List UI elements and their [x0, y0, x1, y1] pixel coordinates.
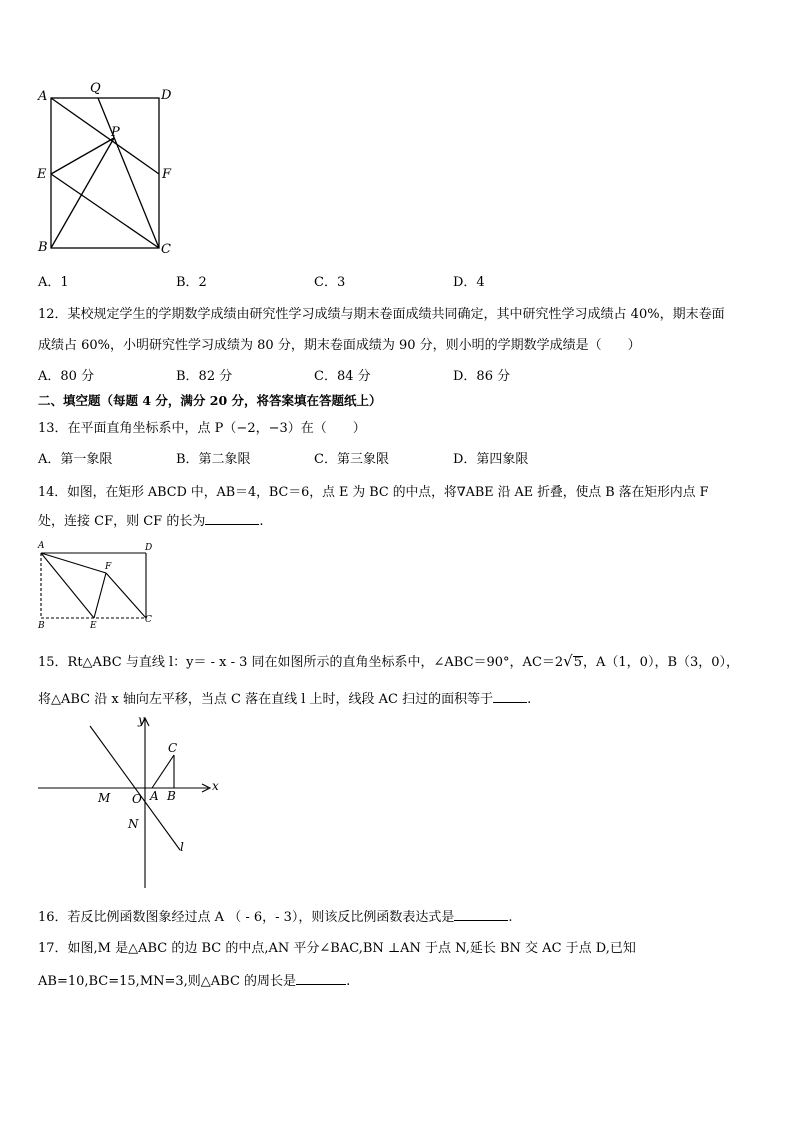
label-y: y: [138, 713, 145, 727]
label-b: B: [38, 240, 48, 255]
label-m: M: [98, 791, 111, 805]
label-a: A: [38, 541, 45, 551]
q15-line1: 15．Rt△ABC 与直线 l：y＝ - x - 3 同在如图所示的直角坐标系中，∠ABC＝90°，AC＝2√5，A（1，0），B（3，0），: [38, 652, 740, 670]
q12-option-b: B．82 分: [176, 369, 233, 384]
label-a: A: [150, 789, 159, 803]
label-q: Q: [90, 81, 101, 96]
answer-blank: [205, 512, 259, 525]
q15-line1-a: 15．Rt△ABC 与直线 l：y＝ - x - 3 同在如图所示的直角坐标系中，∠ABC＝90°，AC＝2: [38, 655, 564, 670]
q15-sqrt-value: 5: [573, 655, 583, 670]
line-ep: [51, 138, 114, 174]
answer-blank: [493, 690, 527, 703]
line-ec: [51, 174, 159, 248]
q12-option-a: A．80 分: [38, 369, 95, 384]
segment-fc: [106, 573, 146, 618]
label-d: D: [161, 88, 172, 103]
label-c: C: [168, 741, 178, 755]
q11-option-d: D．4: [453, 275, 485, 290]
q13-option-b: B．第二象限: [176, 452, 251, 467]
answer-blank: [454, 908, 508, 921]
label-a: A: [38, 89, 48, 104]
q12-option-d: D．86 分: [453, 369, 511, 384]
label-f: F: [105, 562, 112, 572]
q14-line2: [38, 510, 263, 529]
label-c: C: [145, 615, 152, 625]
fold-line-ae: [41, 553, 94, 618]
label-o: O: [132, 792, 142, 806]
line-bp: [51, 138, 114, 248]
q15-figure: [30, 710, 230, 895]
q14-figure: [30, 538, 160, 633]
q17-line1: 17．如图,M 是△ABC 的边 BC 的中点,AN 平分∠BAC,BN ⊥AN 于点 N,延长 BN 交 AC 于点 D,已知: [38, 941, 636, 956]
line-af: [51, 98, 159, 174]
section-title: 二、填空题（每题 4 分，满分 20 分，将答案填在答题纸上）: [38, 393, 382, 408]
rect-abcd: [51, 98, 159, 248]
label-f: F: [162, 167, 172, 182]
q11-option-c: C．3: [314, 275, 346, 290]
q13-option-c: C．第三象限: [314, 452, 389, 467]
q11-figure: [30, 78, 190, 258]
q14-line2-text: 处，连接 CF，则 CF 的长为: [38, 514, 206, 529]
label-p: P: [111, 125, 120, 140]
q17-line2: [38, 970, 350, 989]
q15-line2-end: .: [527, 692, 532, 707]
q16-line: [38, 906, 513, 925]
label-n: N: [128, 817, 139, 831]
label-b: B: [38, 621, 45, 631]
q16-text: 16．若反比例函数图象经过点 A （ - 6，- 3），则该反比例函数表达式是: [38, 910, 455, 925]
q13-option-a: A．第一象限: [38, 452, 113, 467]
label-e: E: [90, 621, 97, 631]
segment-fe: [94, 573, 106, 618]
q15-line2-text: 将△ABC 沿 x 轴向左平移，当点 C 落在直线 l 上时，线段 AC 扫过的面积等于: [38, 692, 494, 707]
q12-line1: 12．某校规定学生的学期数学成绩由研究性学习成绩与期末卷面成绩共同确定，其中研究性学习成绩占 40%，期末卷面: [38, 307, 725, 322]
label-b: B: [167, 789, 176, 803]
q12-line2: 成绩占 60%，小明研究性学习成绩为 80 分，期末卷面成绩为 90 分，则小明的学期数学成绩是（ ）: [38, 338, 641, 353]
q17-line2-text: AB=10,BC=15,MN=3,则△ABC 的周长是: [38, 974, 297, 989]
q13-text: 13．在平面直角坐标系中，点 P（−2，−3）在（ ）: [38, 421, 366, 436]
q15-line2: [38, 688, 531, 707]
q14-line1: 14．如图，在矩形 ABCD 中，AB＝4，BC＝6，点 E 为 BC 的中点，将∇ABE 沿 AE 折叠，使点 B 落在矩形内点 F: [38, 485, 709, 500]
label-d: D: [145, 543, 153, 553]
label-x: x: [212, 779, 219, 793]
segment-af: [41, 553, 106, 573]
q11-option-a: A．1: [38, 275, 69, 290]
q13-option-d: D．第四象限: [453, 452, 529, 467]
q17-line2-end: .: [346, 974, 351, 989]
q12-option-c: C．84 分: [314, 369, 371, 384]
q11-option-b: B．2: [176, 275, 207, 290]
label-l: l: [180, 840, 184, 854]
label-c: C: [161, 242, 171, 257]
q16-end: .: [508, 910, 513, 925]
q15-line1-b: ，A（1，0），B（3，0），: [583, 655, 740, 670]
segment-ac: [152, 755, 174, 788]
q14-line2-end: .: [259, 514, 264, 529]
label-e: E: [37, 167, 47, 182]
answer-blank: [296, 972, 346, 985]
line-qc: [98, 98, 159, 248]
